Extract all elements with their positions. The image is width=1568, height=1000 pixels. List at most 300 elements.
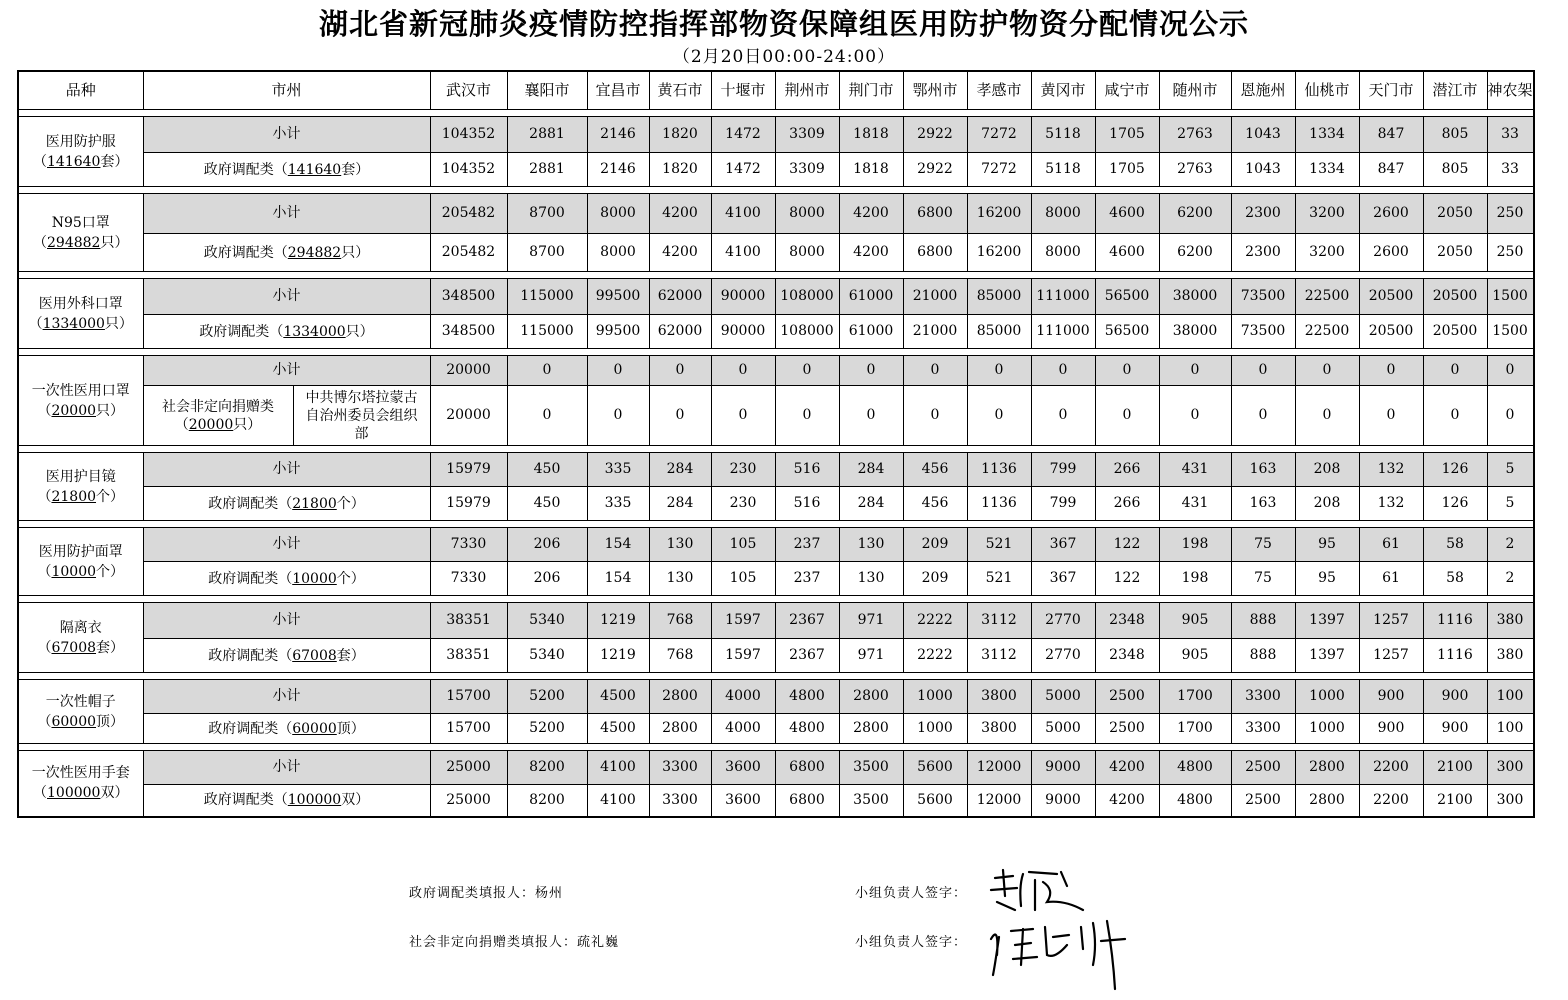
subtotal-cell: 1257 [1359, 603, 1423, 639]
subtotal-cell: 5340 [507, 603, 587, 639]
detail-cell: 1136 [967, 487, 1031, 521]
subtotal-cell: 163 [1231, 453, 1295, 487]
subtotal-cell: 56500 [1095, 279, 1159, 315]
sub-category-total: 20000 [188, 416, 234, 433]
detail-cell: 2500 [1231, 785, 1295, 817]
subtotal-cell: 805 [1423, 117, 1487, 153]
header-row [18, 71, 1534, 110]
category-total: 100000 [47, 785, 101, 802]
detail-cell: 0 [1359, 386, 1423, 446]
detail-cell: 300 [1487, 785, 1534, 817]
detail-cell: 1705 [1095, 153, 1159, 187]
subtotal-cell: 380 [1487, 603, 1534, 639]
detail-cell: 0 [903, 386, 967, 446]
category-total: 141640 [47, 153, 101, 170]
detail-cell: 0 [839, 386, 903, 446]
detail-cell: 1597 [711, 639, 775, 673]
subtotal-cell: 4100 [587, 751, 649, 785]
sub-category-name: 政府调配类 [208, 495, 279, 512]
sub-category-cell: 政府调配类（21800个） [143, 487, 430, 521]
detail-cell: 2800 [1295, 785, 1359, 817]
category-unit: 套 [96, 639, 111, 656]
detail-cell: 2050 [1423, 234, 1487, 272]
sub-category-name: 政府调配类 [208, 570, 279, 587]
spacer-cell [18, 521, 1534, 528]
detail-cell: 8700 [507, 234, 587, 272]
sub-category-total: 67008 [292, 647, 337, 664]
subtotal-cell: 971 [839, 603, 903, 639]
spacer-cell [18, 187, 1534, 194]
detail-cell: 126 [1423, 487, 1487, 521]
subtotal-cell: 132 [1359, 453, 1423, 487]
detail-cell: 4800 [1159, 785, 1231, 817]
subtotal-row [18, 528, 1534, 562]
detail-row [18, 562, 1534, 596]
detail-cell: 1820 [649, 153, 711, 187]
detail-cell: 15700 [430, 714, 507, 744]
detail-cell: 56500 [1095, 315, 1159, 349]
category-unit: 双 [100, 785, 115, 802]
detail-cell: 12000 [967, 785, 1031, 817]
spacer-cell [18, 673, 1534, 680]
subtotal-cell: 2300 [1231, 194, 1295, 234]
header-city-4: 黄石市 [649, 71, 711, 110]
subtotal-cell: 75 [1231, 528, 1295, 562]
subtotal-cell: 4800 [1159, 751, 1231, 785]
detail-cell: 2100 [1423, 785, 1487, 817]
subtotal-cell: 4500 [587, 680, 649, 714]
subtotal-cell: 2800 [839, 680, 903, 714]
detail-row [18, 714, 1534, 744]
subtotal-cell: 1820 [649, 117, 711, 153]
subtotal-cell: 1397 [1295, 603, 1359, 639]
detail-row [18, 153, 1534, 187]
allocation-table [17, 70, 1535, 818]
category-cell: 医用防护服 （141640套） [18, 117, 143, 187]
detail-cell: 206 [507, 562, 587, 596]
subtotal-label: 小计 [143, 117, 430, 153]
detail-cell: 4200 [649, 234, 711, 272]
subtotal-cell: 2922 [903, 117, 967, 153]
subtotal-cell: 95 [1295, 528, 1359, 562]
detail-cell: 20500 [1359, 315, 1423, 349]
detail-cell: 284 [649, 487, 711, 521]
detail-cell: 2200 [1359, 785, 1423, 817]
subtotal-cell: 3112 [967, 603, 1031, 639]
subtotal-cell: 905 [1159, 603, 1231, 639]
detail-cell: 3112 [967, 639, 1031, 673]
group-spacer [18, 744, 1534, 751]
category-unit: 只 [96, 402, 111, 419]
detail-cell: 3300 [1231, 714, 1295, 744]
subtotal-cell: 4200 [1095, 751, 1159, 785]
detail-cell: 38351 [430, 639, 507, 673]
subtotal-row [18, 194, 1534, 234]
detail-cell: 0 [1231, 386, 1295, 446]
subtotal-cell: 0 [649, 356, 711, 386]
subtotal-cell: 61000 [839, 279, 903, 315]
detail-cell: 1818 [839, 153, 903, 187]
subtotal-cell: 0 [775, 356, 839, 386]
detail-cell: 33 [1487, 153, 1534, 187]
category-cell: N95口罩 （294882只） [18, 194, 143, 272]
detail-cell: 154 [587, 562, 649, 596]
subtotal-cell: 6200 [1159, 194, 1231, 234]
subtotal-row [18, 356, 1534, 386]
detail-cell: 799 [1031, 487, 1095, 521]
detail-cell: 1219 [587, 639, 649, 673]
header-city-14: 仙桃市 [1295, 71, 1359, 110]
subtotal-cell: 126 [1423, 453, 1487, 487]
subtotal-cell: 0 [839, 356, 903, 386]
detail-cell: 108000 [775, 315, 839, 349]
detail-cell: 208 [1295, 487, 1359, 521]
subtotal-cell: 900 [1423, 680, 1487, 714]
subtotal-cell: 104352 [430, 117, 507, 153]
group-spacer [18, 521, 1534, 528]
category-total: 67008 [51, 639, 97, 656]
detail-cell: 1472 [711, 153, 775, 187]
sub-category-name: 社会非定向捐赠类 [162, 398, 274, 415]
detail-cell: 0 [775, 386, 839, 446]
header-city-11: 咸宁市 [1095, 71, 1159, 110]
category-name: 医用防护服 [45, 133, 116, 150]
sub-category-cell: 政府调配类（10000个） [143, 562, 430, 596]
subtotal-cell: 4100 [711, 194, 775, 234]
subtotal-cell: 16200 [967, 194, 1031, 234]
category-unit: 只 [100, 234, 115, 251]
category-name: 一次性帽子 [45, 693, 116, 710]
subtotal-cell: 230 [711, 453, 775, 487]
sub-category-unit: 个 [336, 570, 351, 587]
subtotal-cell: 100 [1487, 680, 1534, 714]
subtotal-cell: 284 [839, 453, 903, 487]
detail-cell: 805 [1423, 153, 1487, 187]
subtotal-cell: 1219 [587, 603, 649, 639]
subtotal-cell: 2222 [903, 603, 967, 639]
category-total: 10000 [51, 563, 97, 580]
sub-category-total: 100000 [287, 792, 342, 809]
subtotal-cell: 348500 [430, 279, 507, 315]
detail-cell: 3600 [711, 785, 775, 817]
category-unit: 个 [96, 563, 111, 580]
subtotal-cell: 8700 [507, 194, 587, 234]
subtotal-cell: 768 [649, 603, 711, 639]
sub-category-cell: 政府调配类（100000双） [143, 785, 430, 817]
header-city-15: 天门市 [1359, 71, 1423, 110]
subtotal-cell: 0 [1487, 356, 1534, 386]
subtotal-cell: 2146 [587, 117, 649, 153]
detail-cell: 768 [649, 639, 711, 673]
sub-category-name: 政府调配类 [208, 720, 279, 737]
detail-cell: 5340 [507, 639, 587, 673]
subtotal-cell: 2881 [507, 117, 587, 153]
subtotal-cell: 108000 [775, 279, 839, 315]
detail-cell: 1116 [1423, 639, 1487, 673]
detail-cell: 4000 [711, 714, 775, 744]
sub-category-unit: 套 [336, 647, 351, 664]
subtotal-cell: 521 [967, 528, 1031, 562]
sub-category-name: 政府调配类 [208, 647, 279, 664]
detail-cell: 367 [1031, 562, 1095, 596]
detail-cell: 2146 [587, 153, 649, 187]
subtotal-cell: 237 [775, 528, 839, 562]
detail-cell: 1500 [1487, 315, 1534, 349]
subtotal-cell: 7330 [430, 528, 507, 562]
detail-cell: 3300 [649, 785, 711, 817]
category-unit: 套 [100, 153, 115, 170]
detail-cell: 1043 [1231, 153, 1295, 187]
donation-reporter: 社会非定向捐赠类填报人：疏礼巍 [409, 935, 620, 950]
detail-cell: 4200 [839, 234, 903, 272]
subtotal-cell: 1000 [1295, 680, 1359, 714]
detail-cell: 900 [1359, 714, 1423, 744]
subtotal-cell: 5 [1487, 453, 1534, 487]
subtotal-cell: 3300 [649, 751, 711, 785]
detail-cell: 15979 [430, 487, 507, 521]
detail-cell: 1000 [1295, 714, 1359, 744]
detail-cell: 209 [903, 562, 967, 596]
subtotal-cell: 198 [1159, 528, 1231, 562]
detail-cell: 7330 [430, 562, 507, 596]
spacer-cell [18, 110, 1534, 117]
detail-cell: 4100 [587, 785, 649, 817]
subtotal-cell: 209 [903, 528, 967, 562]
subtotal-cell: 3600 [711, 751, 775, 785]
subtotal-cell: 0 [587, 356, 649, 386]
subtotal-cell: 58 [1423, 528, 1487, 562]
subtotal-cell: 122 [1095, 528, 1159, 562]
detail-cell: 20000 [430, 386, 507, 446]
subtotal-cell: 15979 [430, 453, 507, 487]
subtotal-cell: 0 [1159, 356, 1231, 386]
subtotal-cell: 115000 [507, 279, 587, 315]
donor-cell [293, 386, 430, 446]
sub-category-name: 政府调配类 [203, 161, 274, 178]
detail-row [18, 234, 1534, 272]
header-city-8: 鄂州市 [903, 71, 967, 110]
subtotal-cell: 20500 [1423, 279, 1487, 315]
detail-cell: 4200 [1095, 785, 1159, 817]
detail-cell: 122 [1095, 562, 1159, 596]
detail-cell: 0 [1423, 386, 1487, 446]
subtotal-cell: 1136 [967, 453, 1031, 487]
subtotal-cell: 73500 [1231, 279, 1295, 315]
subtotal-cell: 367 [1031, 528, 1095, 562]
detail-cell: 266 [1095, 487, 1159, 521]
category-total: 21800 [51, 488, 97, 505]
detail-cell: 58 [1423, 562, 1487, 596]
gov-reporter: 政府调配类填报人：杨州 [409, 886, 564, 901]
subtotal-cell: 0 [1031, 356, 1095, 386]
category-name: N95口罩 [51, 214, 110, 231]
subtotal-label: 小计 [143, 603, 430, 639]
detail-cell: 1000 [903, 714, 967, 744]
detail-cell: 85000 [967, 315, 1031, 349]
sub-category-cell: 政府调配类（1334000只） [143, 315, 430, 349]
detail-cell: 971 [839, 639, 903, 673]
subtotal-cell: 8000 [775, 194, 839, 234]
subtotal-cell: 516 [775, 453, 839, 487]
detail-cell: 3500 [839, 785, 903, 817]
subtotal-cell: 8000 [1031, 194, 1095, 234]
detail-cell: 130 [649, 562, 711, 596]
detail-cell: 250 [1487, 234, 1534, 272]
detail-cell: 2300 [1231, 234, 1295, 272]
detail-cell: 450 [507, 487, 587, 521]
detail-cell: 3800 [967, 714, 1031, 744]
subtotal-row [18, 603, 1534, 639]
subtotal-cell: 1500 [1487, 279, 1534, 315]
detail-cell: 9000 [1031, 785, 1095, 817]
detail-cell: 111000 [1031, 315, 1095, 349]
subtotal-cell: 130 [649, 528, 711, 562]
detail-cell: 1334 [1295, 153, 1359, 187]
subtotal-cell: 206 [507, 528, 587, 562]
detail-cell: 0 [507, 386, 587, 446]
subtotal-cell: 9000 [1031, 751, 1095, 785]
subtotal-cell: 0 [1095, 356, 1159, 386]
category-cell: 隔离衣 （67008套） [18, 603, 143, 673]
category-name: 医用外科口罩 [38, 295, 123, 312]
group-spacer [18, 349, 1534, 356]
sub-category-total: 1334000 [283, 323, 346, 340]
subtotal-cell: 900 [1359, 680, 1423, 714]
detail-cell: 0 [967, 386, 1031, 446]
header-city-7: 荆门市 [839, 71, 903, 110]
subtotal-cell: 0 [903, 356, 967, 386]
signature-1 [985, 866, 1095, 916]
detail-cell: 521 [967, 562, 1031, 596]
sub-category-name: 政府调配类 [199, 323, 270, 340]
detail-cell: 5 [1487, 487, 1534, 521]
header-city-13: 恩施州 [1231, 71, 1295, 110]
subtotal-cell: 6800 [775, 751, 839, 785]
category-name: 医用防护面罩 [38, 543, 123, 560]
detail-cell: 198 [1159, 562, 1231, 596]
detail-cell: 100 [1487, 714, 1534, 744]
detail-cell: 163 [1231, 487, 1295, 521]
detail-cell: 61 [1359, 562, 1423, 596]
detail-cell: 0 [1095, 386, 1159, 446]
detail-cell: 230 [711, 487, 775, 521]
subtotal-cell: 0 [967, 356, 1031, 386]
detail-cell: 900 [1423, 714, 1487, 744]
detail-cell: 6800 [775, 785, 839, 817]
detail-cell: 516 [775, 487, 839, 521]
subtotal-cell: 266 [1095, 453, 1159, 487]
header-city-2: 襄阳市 [507, 71, 587, 110]
group-spacer [18, 187, 1534, 194]
header-city-5: 十堰市 [711, 71, 775, 110]
sub-category-cell: 社会非定向捐赠类 （20000只） [143, 386, 293, 446]
subtotal-cell: 1043 [1231, 117, 1295, 153]
detail-cell: 0 [1159, 386, 1231, 446]
subtotal-cell: 208 [1295, 453, 1359, 487]
sub-category-unit: 套 [341, 161, 356, 178]
header-city-1: 武汉市 [430, 71, 507, 110]
category-unit: 个 [96, 488, 111, 505]
detail-cell: 105 [711, 562, 775, 596]
detail-cell: 5600 [903, 785, 967, 817]
subtotal-cell: 847 [1359, 117, 1423, 153]
subtotal-cell: 105 [711, 528, 775, 562]
subtotal-cell: 8200 [507, 751, 587, 785]
detail-cell: 5000 [1031, 714, 1095, 744]
subtotal-cell: 6800 [903, 194, 967, 234]
sub-category-name: 政府调配类 [203, 244, 274, 261]
detail-cell: 5200 [507, 714, 587, 744]
detail-cell: 2367 [775, 639, 839, 673]
subtotal-cell: 7272 [967, 117, 1031, 153]
detail-cell: 95 [1295, 562, 1359, 596]
subtotal-cell: 284 [649, 453, 711, 487]
detail-cell: 8000 [775, 234, 839, 272]
subtotal-cell: 130 [839, 528, 903, 562]
detail-cell: 75 [1231, 562, 1295, 596]
sub-category-total: 21800 [292, 495, 337, 512]
detail-cell: 888 [1231, 639, 1295, 673]
detail-cell: 284 [839, 487, 903, 521]
header-category: 品种 [18, 71, 143, 110]
detail-cell: 2800 [839, 714, 903, 744]
spacer-cell [18, 596, 1534, 603]
signature-2 [985, 915, 1135, 993]
detail-cell: 6200 [1159, 234, 1231, 272]
subtotal-label: 小计 [143, 528, 430, 562]
detail-cell: 380 [1487, 639, 1534, 673]
subtotal-cell: 4600 [1095, 194, 1159, 234]
sub-category-total: 60000 [292, 720, 337, 737]
category-name: 医用护目镜 [45, 468, 116, 485]
detail-cell: 0 [587, 386, 649, 446]
subtotal-cell: 12000 [967, 751, 1031, 785]
subtotal-cell: 38351 [430, 603, 507, 639]
subtotal-cell: 1700 [1159, 680, 1231, 714]
subtotal-cell: 8000 [587, 194, 649, 234]
detail-cell: 3200 [1295, 234, 1359, 272]
subtotal-cell: 1472 [711, 117, 775, 153]
detail-cell: 4600 [1095, 234, 1159, 272]
sub-category-cell: 政府调配类（67008套） [143, 639, 430, 673]
group-spacer [18, 272, 1534, 279]
detail-row [18, 639, 1534, 673]
header-city-16: 潜江市 [1423, 71, 1487, 110]
detail-cell: 2 [1487, 562, 1534, 596]
sign-label-2: 小组负责人签字： [855, 935, 968, 950]
detail-cell: 21000 [903, 315, 967, 349]
detail-cell: 5118 [1031, 153, 1095, 187]
header-city: 市州 [143, 71, 430, 110]
subtotal-row [18, 117, 1534, 153]
subtotal-cell: 3500 [839, 751, 903, 785]
subtotal-cell: 20000 [430, 356, 507, 386]
subtotal-label: 小计 [143, 279, 430, 315]
detail-cell: 22500 [1295, 315, 1359, 349]
subtotal-label: 小计 [143, 194, 430, 234]
subtotal-cell: 5118 [1031, 117, 1095, 153]
subtotal-cell: 154 [587, 528, 649, 562]
group-spacer [18, 446, 1534, 453]
subtotal-cell: 4000 [711, 680, 775, 714]
category-total: 60000 [51, 713, 97, 730]
subtotal-cell: 205482 [430, 194, 507, 234]
category-cell: 一次性医用手套 （100000双） [18, 751, 143, 817]
page-title: 湖北省新冠肺炎疫情防控指挥部物资保障组医用防护物资分配情况公示 [318, 7, 1249, 41]
subtotal-cell: 22500 [1295, 279, 1359, 315]
subtotal-cell: 3300 [1231, 680, 1295, 714]
subtotal-cell: 335 [587, 453, 649, 487]
